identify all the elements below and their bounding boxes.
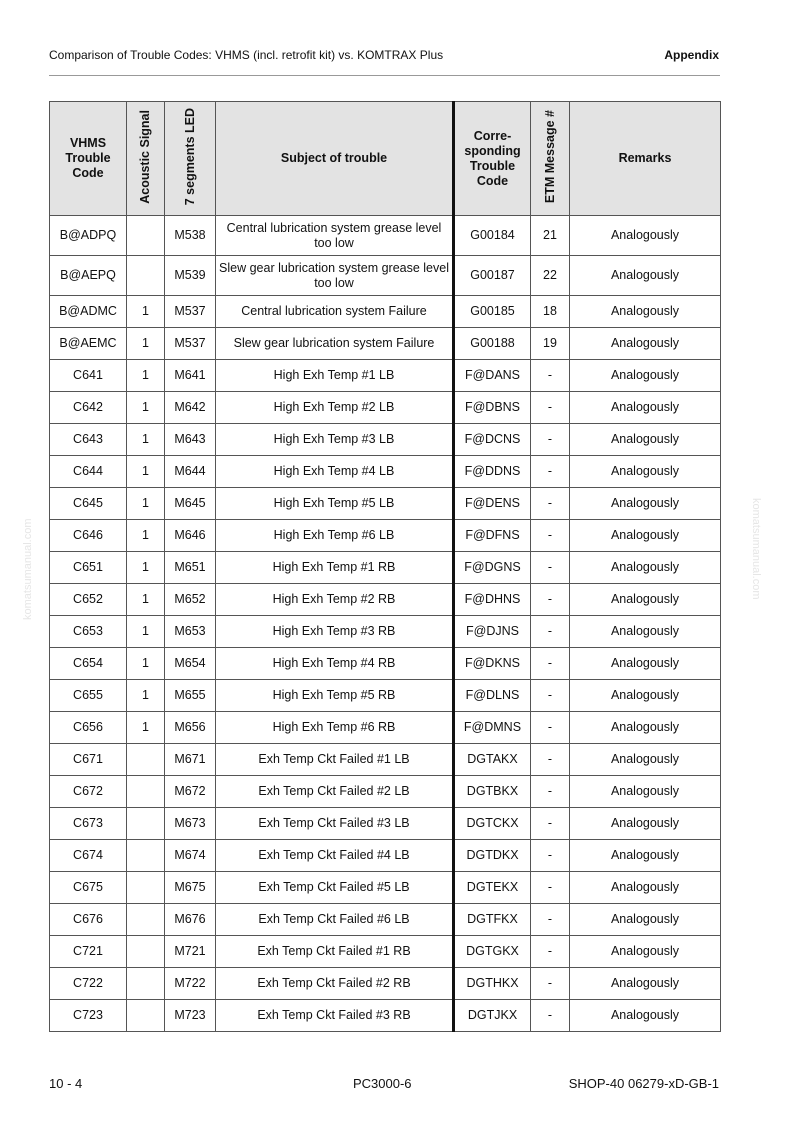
etm-message-cell: - [531, 1000, 570, 1032]
etm-message-cell: - [531, 648, 570, 680]
led-code-cell: M722 [165, 968, 216, 1000]
subject-cell: High Exh Temp #5 LB [216, 488, 454, 520]
subject-cell: Exh Temp Ckt Failed #1 LB [216, 744, 454, 776]
etm-message-cell: 18 [531, 296, 570, 328]
corresponding-code-cell: DGTGKX [454, 936, 531, 968]
corresponding-code-cell: G00184 [454, 216, 531, 256]
remarks-cell: Analogously [570, 520, 721, 552]
col-header-subject: Subject of trouble [216, 102, 454, 216]
table-row [50, 616, 721, 648]
led-code-cell: M652 [165, 584, 216, 616]
vhms-code-cell: B@ADPQ [50, 216, 127, 256]
col-header-vhms-code: VHMS Trouble Code [50, 102, 127, 216]
table-row [50, 968, 721, 1000]
remarks-cell: Analogously [570, 360, 721, 392]
vhms-code-cell: C672 [50, 776, 127, 808]
remarks-cell: Analogously [570, 456, 721, 488]
subject-cell: Exh Temp Ckt Failed #5 LB [216, 872, 454, 904]
corresponding-code-cell: DGTEKX [454, 872, 531, 904]
vhms-code-cell: C676 [50, 904, 127, 936]
etm-message-cell: - [531, 840, 570, 872]
trouble-code-table [49, 101, 721, 1032]
led-code-cell: M538 [165, 216, 216, 256]
led-code-cell: M671 [165, 744, 216, 776]
corresponding-code-cell: F@DMNS [454, 712, 531, 744]
table-row [50, 744, 721, 776]
subject-cell: High Exh Temp #4 RB [216, 648, 454, 680]
etm-message-cell: - [531, 584, 570, 616]
table-row [50, 256, 721, 296]
acoustic-signal-cell: 1 [127, 616, 165, 648]
acoustic-signal-cell: 1 [127, 488, 165, 520]
col-header-7-segments-led: 7 segments LED [165, 102, 216, 216]
corresponding-code-cell: DGTHKX [454, 968, 531, 1000]
led-code-cell: M674 [165, 840, 216, 872]
vhms-code-cell: C721 [50, 936, 127, 968]
subject-cell: Exh Temp Ckt Failed #2 RB [216, 968, 454, 1000]
led-code-cell: M642 [165, 392, 216, 424]
vhms-code-cell: C653 [50, 616, 127, 648]
subject-cell: High Exh Temp #1 RB [216, 552, 454, 584]
corresponding-code-cell: F@DCNS [454, 424, 531, 456]
etm-message-cell: - [531, 488, 570, 520]
remarks-cell: Analogously [570, 712, 721, 744]
acoustic-signal-cell [127, 744, 165, 776]
remarks-cell: Analogously [570, 328, 721, 360]
subject-cell: High Exh Temp #5 RB [216, 680, 454, 712]
remarks-cell: Analogously [570, 584, 721, 616]
vhms-code-cell: C652 [50, 584, 127, 616]
led-code-cell: M537 [165, 328, 216, 360]
vhms-code-cell: C723 [50, 1000, 127, 1032]
table-row [50, 584, 721, 616]
vhms-code-cell: C722 [50, 968, 127, 1000]
etm-message-cell: - [531, 456, 570, 488]
remarks-cell: Analogously [570, 680, 721, 712]
footer-page-number: 10 - 4 [49, 1076, 83, 1091]
acoustic-signal-cell: 1 [127, 296, 165, 328]
acoustic-signal-cell [127, 968, 165, 1000]
etm-message-cell: - [531, 872, 570, 904]
acoustic-signal-cell [127, 216, 165, 256]
led-code-cell: M655 [165, 680, 216, 712]
table-row [50, 776, 721, 808]
corresponding-code-cell: DGTAKX [454, 744, 531, 776]
acoustic-signal-cell [127, 840, 165, 872]
col-header-corresponding-code: Corre- sponding Trouble Code [454, 102, 531, 216]
subject-cell: High Exh Temp #6 LB [216, 520, 454, 552]
remarks-cell: Analogously [570, 648, 721, 680]
table-row [50, 520, 721, 552]
footer-doc-id: SHOP-40 06279-xD-GB-1 [568, 1076, 719, 1091]
subject-cell: Exh Temp Ckt Failed #3 LB [216, 808, 454, 840]
corresponding-code-cell: F@DHNS [454, 584, 531, 616]
etm-message-cell: - [531, 744, 570, 776]
led-code-cell: M537 [165, 296, 216, 328]
etm-message-cell: - [531, 712, 570, 744]
table-row [50, 296, 721, 328]
acoustic-signal-cell [127, 808, 165, 840]
acoustic-signal-cell [127, 872, 165, 904]
acoustic-signal-cell [127, 904, 165, 936]
table-row [50, 936, 721, 968]
etm-message-cell: - [531, 808, 570, 840]
vhms-code-cell: C642 [50, 392, 127, 424]
table-body [50, 216, 721, 1032]
etm-message-cell: - [531, 680, 570, 712]
subject-cell: High Exh Temp #1 LB [216, 360, 454, 392]
acoustic-signal-cell: 1 [127, 712, 165, 744]
subject-cell: Central lubrication system Failure [216, 296, 454, 328]
corresponding-code-cell: G00188 [454, 328, 531, 360]
table-row [50, 328, 721, 360]
remarks-cell: Analogously [570, 488, 721, 520]
remarks-cell: Analogously [570, 872, 721, 904]
etm-message-cell: 21 [531, 216, 570, 256]
led-code-cell: M721 [165, 936, 216, 968]
table-row [50, 360, 721, 392]
table-row [50, 552, 721, 584]
acoustic-signal-cell: 1 [127, 648, 165, 680]
corresponding-code-cell: F@DBNS [454, 392, 531, 424]
led-code-cell: M675 [165, 872, 216, 904]
etm-message-cell: - [531, 904, 570, 936]
table-row [50, 680, 721, 712]
acoustic-signal-cell [127, 776, 165, 808]
table-row [50, 456, 721, 488]
col-header-acoustic-signal: Acoustic Signal [127, 102, 165, 216]
acoustic-signal-cell: 1 [127, 456, 165, 488]
vhms-code-cell: C675 [50, 872, 127, 904]
acoustic-signal-cell: 1 [127, 680, 165, 712]
corresponding-code-cell: G00187 [454, 256, 531, 296]
led-code-cell: M656 [165, 712, 216, 744]
acoustic-signal-cell: 1 [127, 424, 165, 456]
corresponding-code-cell: DGTJKX [454, 1000, 531, 1032]
etm-message-cell: - [531, 424, 570, 456]
led-code-cell: M673 [165, 808, 216, 840]
led-code-cell: M654 [165, 648, 216, 680]
vhms-code-cell: B@ADMC [50, 296, 127, 328]
corresponding-code-cell: DGTCKX [454, 808, 531, 840]
vhms-code-cell: C644 [50, 456, 127, 488]
subject-cell: High Exh Temp #2 RB [216, 584, 454, 616]
remarks-cell: Analogously [570, 424, 721, 456]
subject-cell: High Exh Temp #4 LB [216, 456, 454, 488]
table-row [50, 808, 721, 840]
table-row [50, 1000, 721, 1032]
led-code-cell: M653 [165, 616, 216, 648]
corresponding-code-cell: F@DFNS [454, 520, 531, 552]
vhms-code-cell: B@AEMC [50, 328, 127, 360]
acoustic-signal-cell: 1 [127, 520, 165, 552]
vhms-code-cell: C673 [50, 808, 127, 840]
page-header-title: Comparison of Trouble Codes: VHMS (incl. retrofit kit) vs. KOMTRAX Plus [49, 48, 444, 62]
corresponding-code-cell: DGTDKX [454, 840, 531, 872]
led-code-cell: M651 [165, 552, 216, 584]
etm-message-cell: - [531, 360, 570, 392]
subject-cell: Exh Temp Ckt Failed #4 LB [216, 840, 454, 872]
remarks-cell: Analogously [570, 968, 721, 1000]
remarks-cell: Analogously [570, 1000, 721, 1032]
etm-message-cell: - [531, 520, 570, 552]
acoustic-signal-cell: 1 [127, 392, 165, 424]
subject-cell: Slew gear lubrication system grease level too low [216, 256, 454, 296]
etm-message-cell: - [531, 776, 570, 808]
corresponding-code-cell: G00185 [454, 296, 531, 328]
vhms-code-cell: C645 [50, 488, 127, 520]
footer-model: PC3000-6 [353, 1076, 412, 1091]
corresponding-code-cell: F@DLNS [454, 680, 531, 712]
corresponding-code-cell: F@DENS [454, 488, 531, 520]
remarks-cell: Analogously [570, 808, 721, 840]
vhms-code-cell: C651 [50, 552, 127, 584]
table-row [50, 216, 721, 256]
remarks-cell: Analogously [570, 904, 721, 936]
acoustic-signal-cell: 1 [127, 328, 165, 360]
remarks-cell: Analogously [570, 216, 721, 256]
acoustic-signal-cell: 1 [127, 552, 165, 584]
vhms-code-cell: C671 [50, 744, 127, 776]
subject-cell: Central lubrication system grease level too low [216, 216, 454, 256]
led-code-cell: M723 [165, 1000, 216, 1032]
vhms-code-cell: C654 [50, 648, 127, 680]
corresponding-code-cell: F@DANS [454, 360, 531, 392]
led-code-cell: M539 [165, 256, 216, 296]
etm-message-cell: - [531, 552, 570, 584]
col-header-remarks: Remarks [570, 102, 721, 216]
page-header-section: Appendix [664, 48, 719, 62]
subject-cell: Slew gear lubrication system Failure [216, 328, 454, 360]
acoustic-signal-cell: 1 [127, 584, 165, 616]
remarks-cell: Analogously [570, 744, 721, 776]
etm-message-cell: 22 [531, 256, 570, 296]
etm-message-cell: - [531, 968, 570, 1000]
subject-cell: High Exh Temp #3 RB [216, 616, 454, 648]
led-code-cell: M672 [165, 776, 216, 808]
header-divider [49, 75, 720, 76]
subject-cell: High Exh Temp #2 LB [216, 392, 454, 424]
vhms-code-cell: C641 [50, 360, 127, 392]
led-code-cell: M645 [165, 488, 216, 520]
vhms-code-cell: C656 [50, 712, 127, 744]
table-row [50, 648, 721, 680]
vhms-code-cell: C655 [50, 680, 127, 712]
remarks-cell: Analogously [570, 840, 721, 872]
corresponding-code-cell: DGTBKX [454, 776, 531, 808]
subject-cell: Exh Temp Ckt Failed #1 RB [216, 936, 454, 968]
etm-message-cell: 19 [531, 328, 570, 360]
table-row [50, 392, 721, 424]
led-code-cell: M643 [165, 424, 216, 456]
table-row [50, 712, 721, 744]
etm-message-cell: - [531, 392, 570, 424]
table-row [50, 424, 721, 456]
corresponding-code-cell: F@DGNS [454, 552, 531, 584]
remarks-cell: Analogously [570, 256, 721, 296]
acoustic-signal-cell [127, 256, 165, 296]
table-row [50, 904, 721, 936]
vhms-code-cell: C646 [50, 520, 127, 552]
vhms-code-cell: B@AEPQ [50, 256, 127, 296]
table-row [50, 840, 721, 872]
corresponding-code-cell: DGTFKX [454, 904, 531, 936]
subject-cell: High Exh Temp #6 RB [216, 712, 454, 744]
corresponding-code-cell: F@DKNS [454, 648, 531, 680]
subject-cell: Exh Temp Ckt Failed #6 LB [216, 904, 454, 936]
watermark-left: komatsumanual.com [22, 518, 34, 620]
remarks-cell: Analogously [570, 552, 721, 584]
corresponding-code-cell: F@DDNS [454, 456, 531, 488]
col-header-etm-message: ETM Message # [531, 102, 570, 216]
remarks-cell: Analogously [570, 392, 721, 424]
remarks-cell: Analogously [570, 936, 721, 968]
remarks-cell: Analogously [570, 776, 721, 808]
led-code-cell: M644 [165, 456, 216, 488]
remarks-cell: Analogously [570, 296, 721, 328]
table-header-row [50, 102, 721, 216]
etm-message-cell: - [531, 616, 570, 648]
acoustic-signal-cell [127, 936, 165, 968]
led-code-cell: M676 [165, 904, 216, 936]
corresponding-code-cell: F@DJNS [454, 616, 531, 648]
etm-message-cell: - [531, 936, 570, 968]
watermark-right: komatsumanual.com [750, 498, 762, 600]
remarks-cell: Analogously [570, 616, 721, 648]
subject-cell: Exh Temp Ckt Failed #2 LB [216, 776, 454, 808]
vhms-code-cell: C674 [50, 840, 127, 872]
table-row [50, 488, 721, 520]
acoustic-signal-cell [127, 1000, 165, 1032]
table-row [50, 872, 721, 904]
vhms-code-cell: C643 [50, 424, 127, 456]
led-code-cell: M641 [165, 360, 216, 392]
led-code-cell: M646 [165, 520, 216, 552]
subject-cell: High Exh Temp #3 LB [216, 424, 454, 456]
subject-cell: Exh Temp Ckt Failed #3 RB [216, 1000, 454, 1032]
acoustic-signal-cell: 1 [127, 360, 165, 392]
